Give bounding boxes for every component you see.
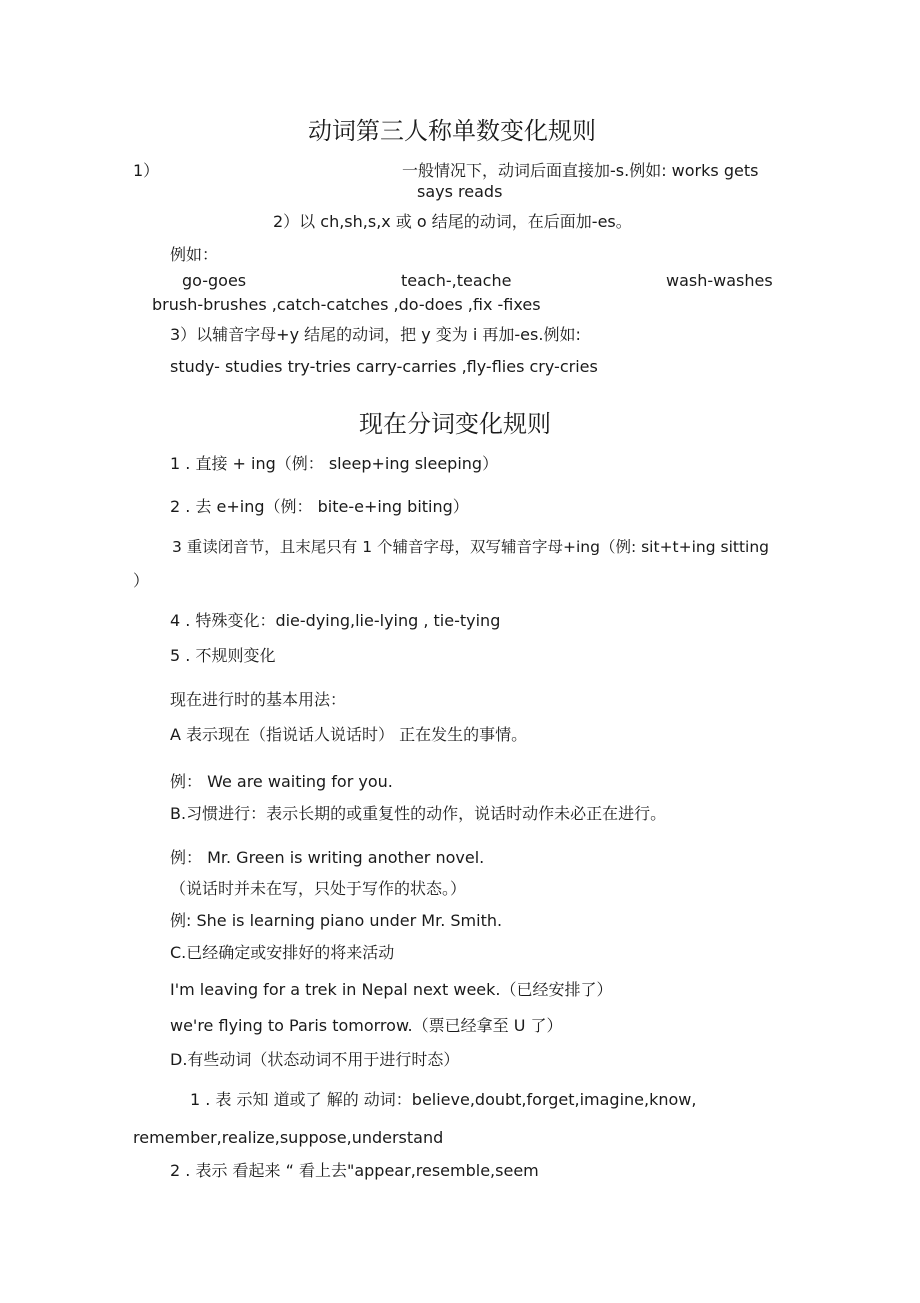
usage-b-note: （说话时并未在写，只处于写作的状态。）	[170, 879, 467, 898]
usage-d1: 1 . 表 示知 道或了 解的 动词：believe,doubt,forget,imagine,know,	[190, 1090, 697, 1109]
rule3-text: 3）以辅音字母+y 结尾的动词，把 y 变为 i 再加-es.例如:	[170, 325, 581, 344]
usage-b-example: 例： Mr. Green is writing another novel.	[170, 848, 485, 867]
rule3-examples: study- studies try-tries carry-carries ,fly-flies cry-cries	[170, 357, 598, 376]
participle-rule-2: 2 . 去 e+ing（例： bite-e+ing biting）	[170, 497, 469, 516]
rule1-text: 一般情况下，动词后面直接加-s.例如: works gets	[402, 161, 759, 180]
usage-c: C.已经确定或安排好的将来活动	[170, 943, 395, 962]
usage-c-example1: I'm leaving for a trek in Nepal next week.（已经安排了）	[170, 980, 613, 999]
usage-a: A 表示现在（指说话人说话时） 正在发生的事情。	[170, 725, 528, 744]
example-wash: wash-washes	[666, 271, 773, 290]
usage-c-example2: we're flying to Paris tomorrow.（票已经拿至 U 了）	[170, 1016, 563, 1035]
usage-a-example: 例： We are waiting for you.	[170, 772, 393, 791]
participle-rule-3: 3 重读闭音节，且末尾只有 1 个辅音字母，双写辅音字母+ing（例: sit+t+ing sitting	[172, 538, 770, 556]
rule1-number: 1）	[133, 161, 160, 180]
usage-heading: 现在进行时的基本用法：	[170, 690, 347, 709]
participle-rule-4: 4 . 特殊变化：die-dying,lie-lying , tie-tying	[170, 611, 501, 630]
example-teach: teach-,teache	[401, 271, 512, 290]
rule2-text: 2）以 ch,sh,s,x 或 o 结尾的动词，在后面加-es。	[273, 212, 632, 231]
example-go-goes: go-goes	[182, 271, 247, 290]
page-title-third-person: 动词第三人称单数变化规则	[308, 117, 596, 145]
usage-d: D.有些动词（状态动词不用于进行时态）	[170, 1050, 460, 1069]
rule1-continuation: says reads	[417, 182, 503, 201]
participle-rule-1: 1 . 直接 + ing（例： sleep+ing sleeping）	[170, 454, 499, 473]
usage-b: B.习惯进行：表示长期的或重复性的动作，说话时动作未必正在进行。	[170, 804, 667, 823]
example-label: 例如：	[170, 245, 219, 264]
usage-d1-continuation: remember,realize,suppose,understand	[133, 1128, 444, 1147]
example-line2: brush-brushes ,catch-catches ,do-does ,fix -fixes	[152, 295, 541, 314]
page-title-present-participle: 现在分词变化规则	[359, 410, 551, 438]
usage-b-example2: 例: She is learning piano under Mr. Smith.	[170, 911, 503, 930]
participle-rule-5: 5 . 不规则变化	[170, 646, 276, 665]
participle-rule-3-close: ）	[133, 571, 150, 590]
usage-d2: 2 . 表示 看起来 “ 看上去"appear,resemble,seem	[170, 1161, 539, 1180]
